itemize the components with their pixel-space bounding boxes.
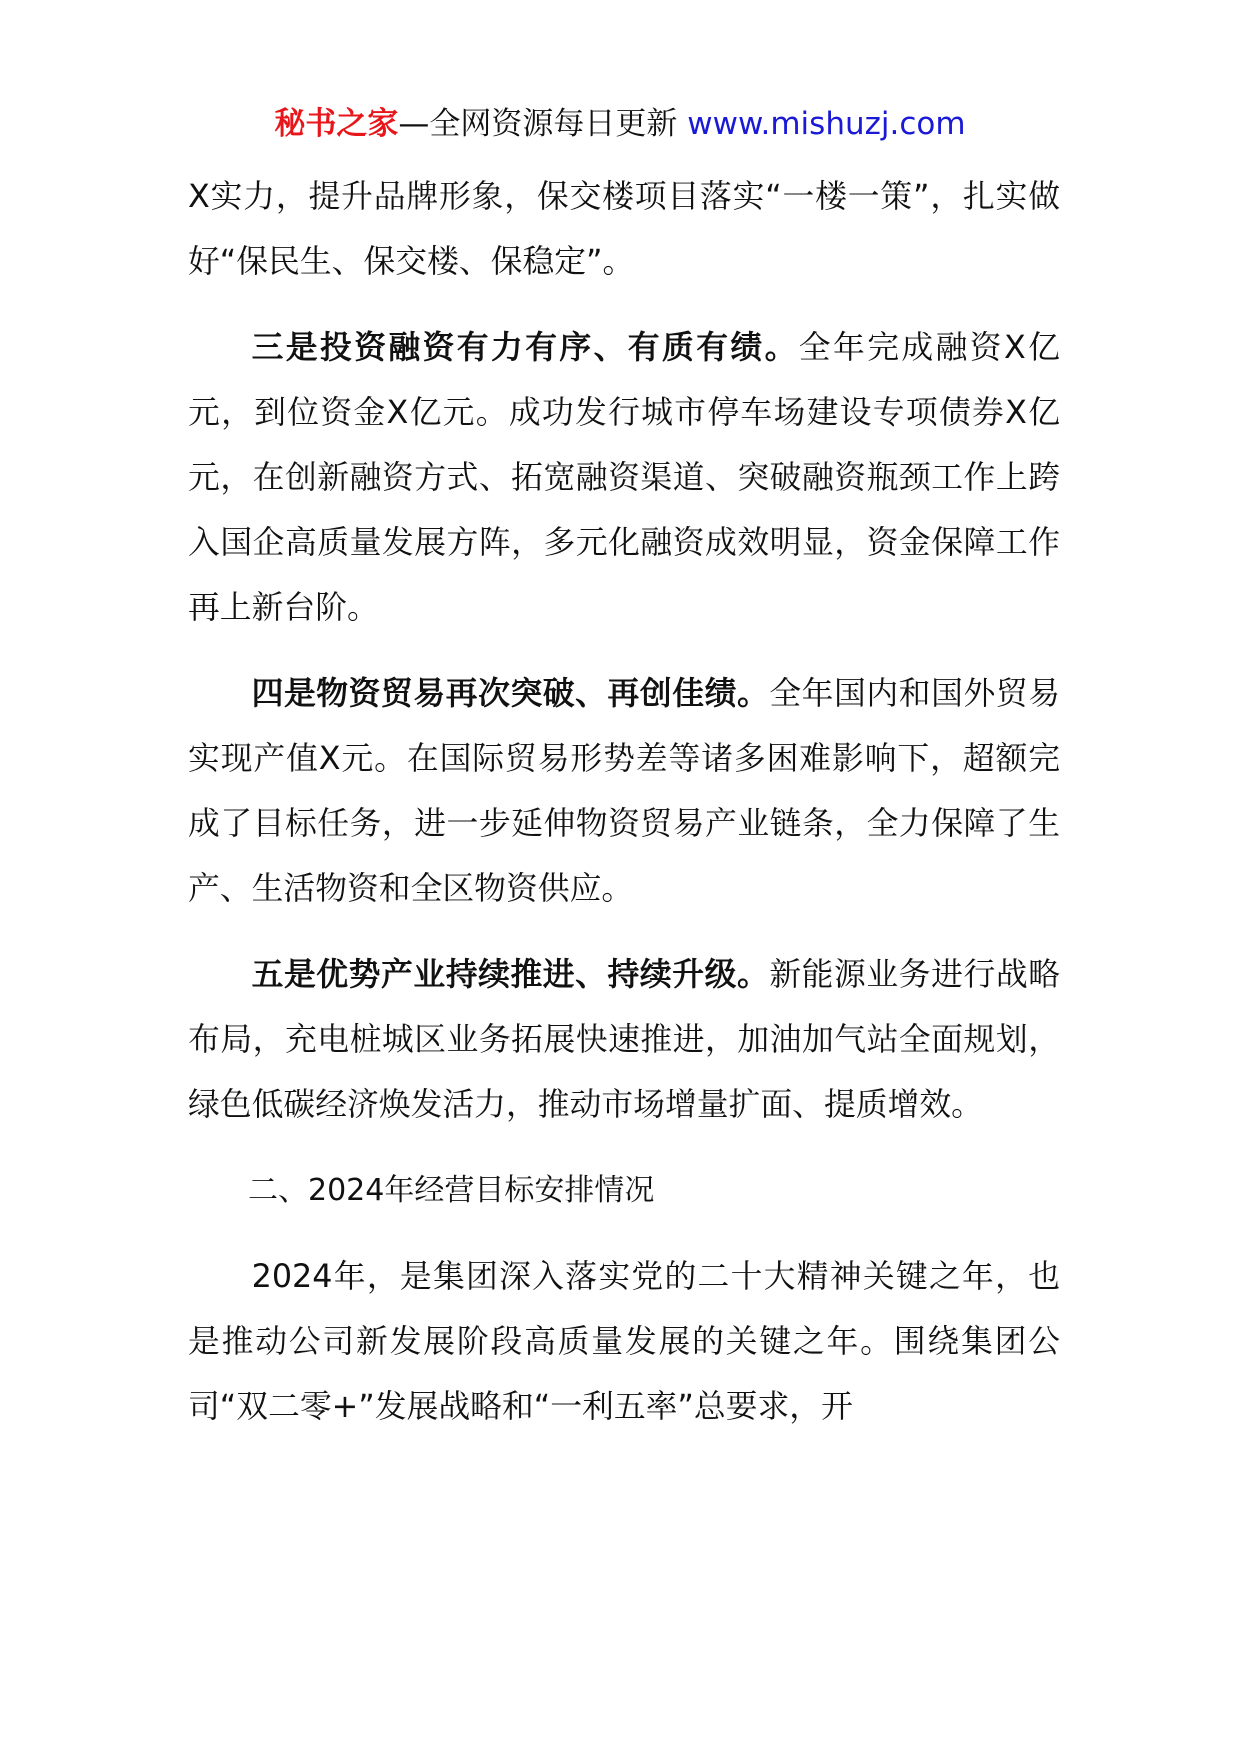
paragraph-lead: 五是优势产业持续推进、持续升级。 <box>251 956 770 993</box>
header-url: www.mishuzj.com <box>687 106 966 142</box>
header-slogan: —全网资源每日更新 <box>398 106 678 142</box>
paragraph-materials-trade <box>188 661 1060 921</box>
paragraph-text: 全年完成融资X亿元，到位资金X亿元。成功发行城市停车场建设专项债券X亿元，在创新融资方式、拓宽融资渠道、突破融资瓶颈工作上跨入国企高质量发展方阵，多元化融资成效明显，资金保障工作再上新台阶。 <box>188 329 1060 626</box>
section-heading: 二、2024年经营目标安排情况 <box>248 1173 655 1208</box>
paragraph-2024-plan: 2024年，是集团深入落实党的二十大精神关键之年，也是推动公司新发展阶段高质量发展的关键之年。围绕集团公司“双二零+”发展战略和“一利五率”总要求，开 <box>188 1258 1060 1425</box>
paragraph-advantage-industry <box>188 942 1060 1137</box>
paragraph-text: 新能源业务进行战略布局，充电桩城区业务拓展快速推进，加油加气站全面规划，绿色低碳经济焕发活力，推动市场增量扩面、提质增效。 <box>188 956 1060 1123</box>
document-body <box>188 164 1060 1439</box>
paragraph-text: 全年国内和国外贸易实现产值X元。在国际贸易形势差等诸多困难影响下，超额完成了目标任务，进一步延伸物资贸易产业链条，全力保障了生产、生活物资和全区物资供应。 <box>188 675 1060 907</box>
brand-name: 秘书之家 <box>274 106 399 142</box>
paragraph-lead: 三是投资融资有力有序、有质有绩。 <box>251 329 799 366</box>
paragraph-continued <box>188 164 1060 294</box>
paragraph-text: X实力，提升品牌形象，保交楼项目落实“一楼一策”，扎实做好“保民生、保交楼、保稳定”。 <box>188 178 1060 280</box>
document-header <box>0 104 1240 144</box>
paragraph-investment-financing <box>188 315 1060 640</box>
paragraph-lead: 四是物资贸易再次突破、再创佳绩。 <box>251 675 770 712</box>
